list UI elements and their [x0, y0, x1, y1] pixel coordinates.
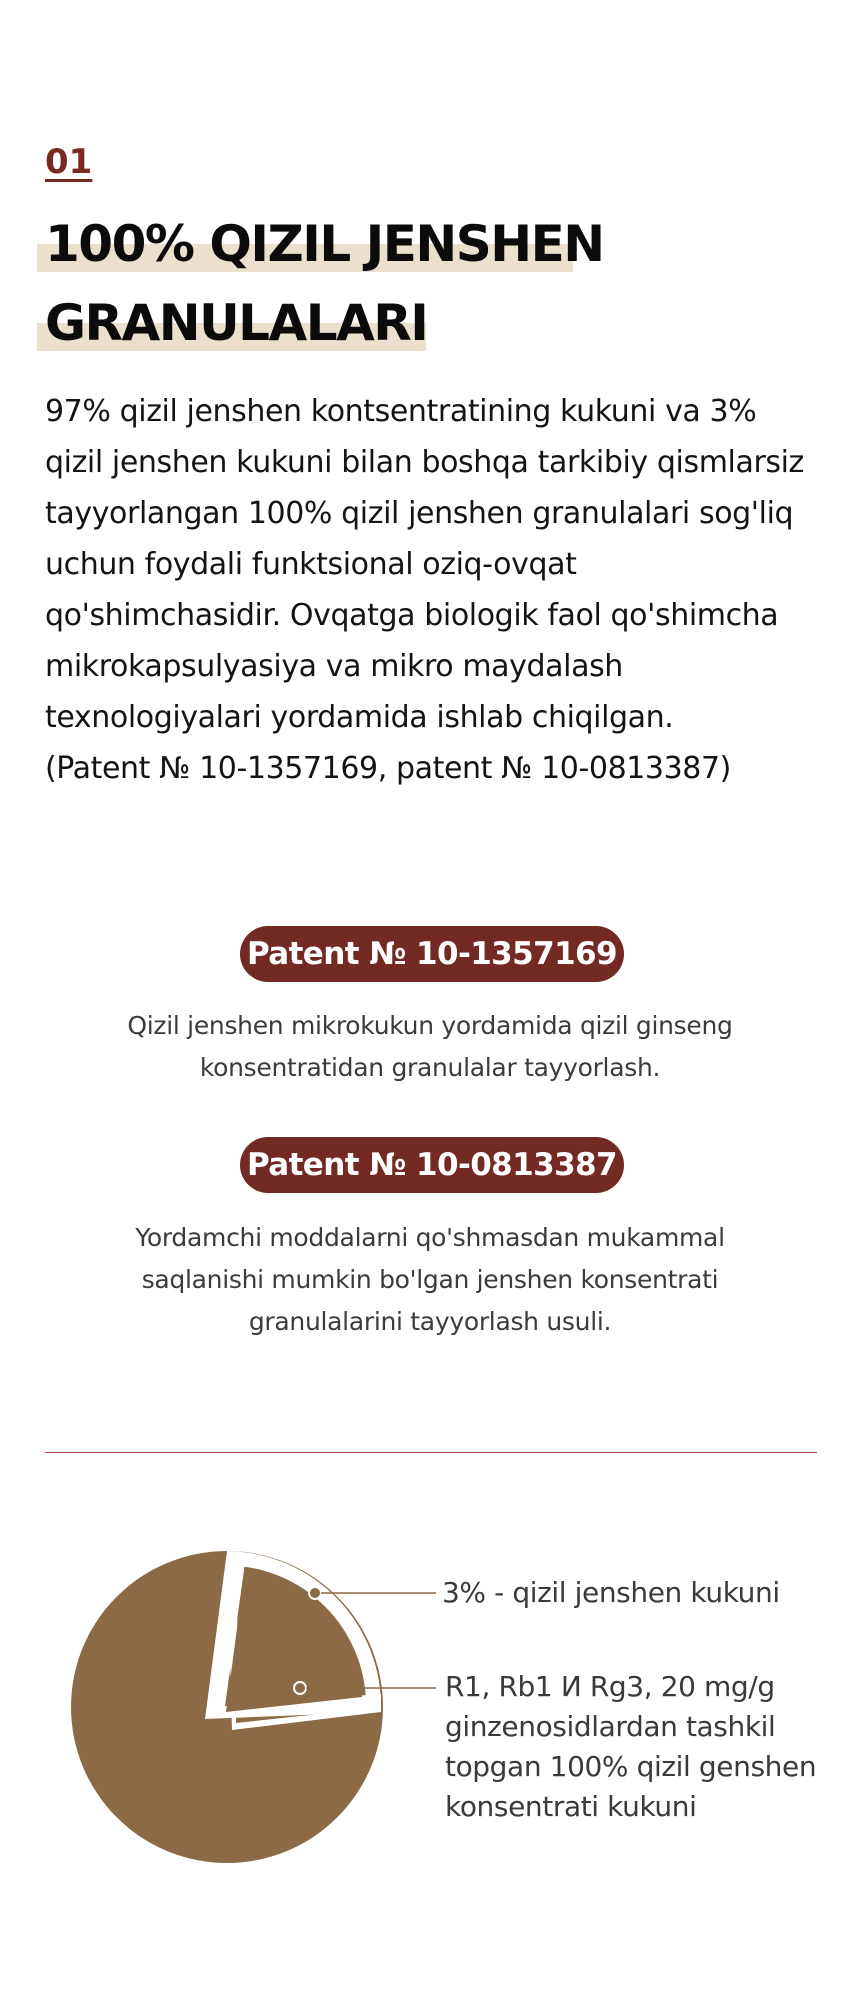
page-title-line-1: 100% QIZIL JENSHEN	[45, 215, 604, 273]
section-number: 01	[45, 142, 93, 182]
inner-callout-label: R1, Rb1 И Rg3, 20 mg/g ginzenosidlardan tashkil topgan 100% qizil genshen konsentrati kukuni	[445, 1670, 817, 1823]
page-title-line-2: GRANULALARI	[45, 294, 428, 352]
intro-paragraph: 97% qizil jenshen kontsentratining kukuni va 3% qizil jenshen kukuni bilan boshqa tarkibiy qismlarsiz tayyorlangan 100% qizil jenshen granulalari sog'liq uchun foydali funktsional oziq-ovqat qo'shimchasidir. Ovqatga biologik faol qo'shimcha mikrokapsulyasiya va mikro maydalash texnologiyalari yordamida ishlab chiqilgan.	[45, 394, 804, 735]
patent-badge-2: Patent № 10-0813387	[240, 1137, 624, 1193]
patent-description-1: Qizil jenshen mikrokukun yordamida qizil ginseng konsentratidan granulalar tayyorlash.	[127, 1011, 733, 1082]
patent-description-2: Yordamchi moddalarni qo'shmasdan mukammal saqlanishi mumkin bo'lgan jenshen konsentrati granulalarini tayyorlash usuli.	[135, 1223, 725, 1336]
outer-callout-label: 3% - qizil jenshen kukuni	[442, 1576, 780, 1609]
outer-callout-dot	[309, 1587, 321, 1599]
patents-note: (Patent № 10-1357169, patent № 10-0813387)	[45, 751, 731, 786]
pie-chart	[71, 1551, 383, 1863]
patent-badge-1: Patent № 10-1357169	[240, 926, 624, 982]
